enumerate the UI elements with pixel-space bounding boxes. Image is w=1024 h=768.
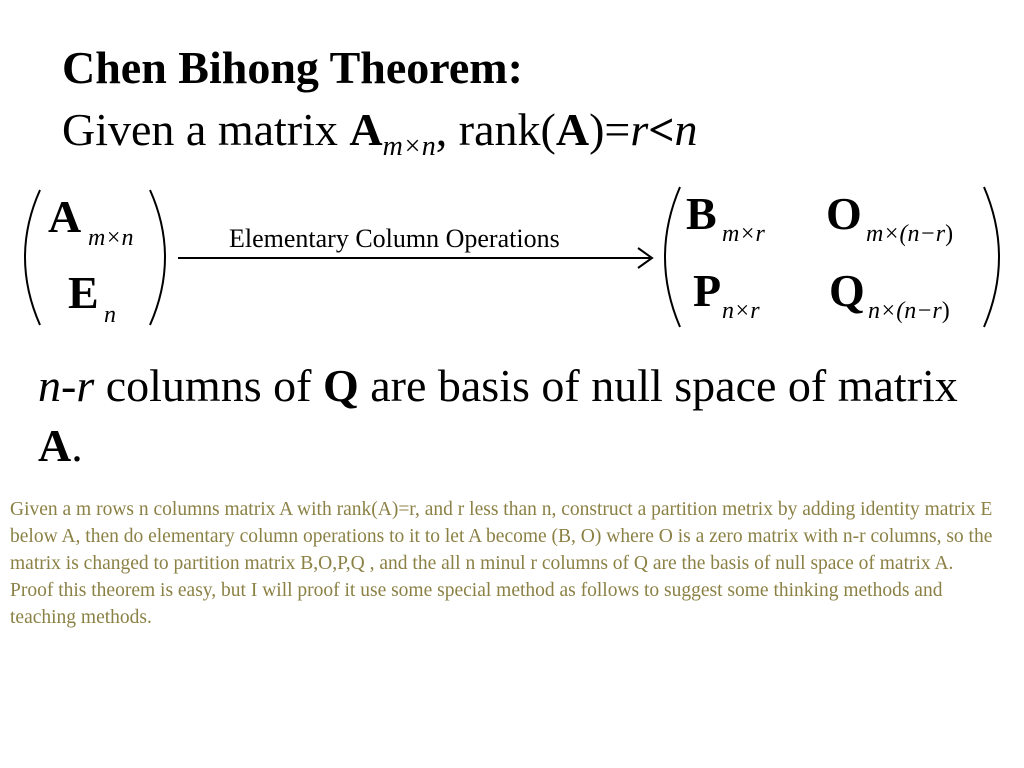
less-than-sign: < [648, 104, 675, 155]
block-q-sub-c: ) [941, 298, 950, 324]
block-o-sub [866, 221, 953, 247]
matrix-a-symbol: A [349, 104, 383, 155]
block-o-sub-b: n−r [907, 221, 946, 247]
arrow-label: Elementary Column Operations [229, 224, 560, 253]
block-q-sub [868, 298, 950, 324]
theorem-conclusion [38, 356, 978, 476]
hypothesis-prefix: Given a matrix [62, 104, 350, 155]
rank-text: , rank( [435, 104, 556, 155]
conclusion-a: A [38, 420, 72, 471]
block-o-sub-c: ) [945, 221, 954, 247]
block-o-sub-a: m×( [866, 221, 908, 247]
conclusion-end: . [71, 420, 83, 471]
block-q: Q [829, 265, 865, 316]
rank-matrix-symbol: A [555, 104, 590, 155]
left-matrix-a-sub: m×n [88, 225, 134, 251]
right-matrix-close-paren [984, 187, 999, 327]
right-matrix-open-paren [665, 187, 680, 327]
conclusion-q: Q [322, 360, 359, 411]
notes-paragraph-1: Given a m rows n columns matrix A with rank(A)=r, and r less than n, construct a partition metrix by adding identity matrix E below A, then do elementary column operations to it to let A become (B, O) where O is a zero matrix with n-r columns, so the matrix is changed to partition matrix B,O,P,Q , and the all n minul r columns of Q are the basis of null space of matrix A. [10, 499, 993, 574]
rank-n: n [674, 104, 698, 155]
speaker-notes [10, 496, 1010, 631]
block-o: O [826, 188, 862, 239]
left-matrix-close-paren [150, 190, 165, 325]
block-p: P [693, 265, 722, 316]
rank-eq: )= [589, 104, 631, 155]
rank-r: r [630, 104, 649, 155]
left-matrix-e: E [68, 267, 99, 318]
block-b: B [686, 188, 717, 239]
block-q-sub-b: n−r [904, 298, 942, 324]
notes-paragraph-2: Proof this theorem is easy, but I will proof it use some special method as follows to suggest some thinking methods and teaching methods. [10, 580, 943, 628]
left-matrix-a: A [48, 191, 82, 242]
conclusion-nr: n-r [38, 360, 95, 411]
left-matrix-e-sub: n [104, 302, 116, 328]
conclusion-rest: are basis of null space of matrix [358, 360, 958, 411]
conclusion-mid: columns of [94, 360, 323, 411]
block-q-sub-a: n×( [868, 298, 905, 324]
left-matrix-open-paren [25, 190, 40, 325]
block-b-sub: m×r [722, 221, 765, 247]
block-p-sub: n×r [722, 298, 760, 324]
matrix-a-dims: m×n [382, 131, 436, 162]
theorem-title: Chen Bihong Theorem: [62, 42, 523, 93]
